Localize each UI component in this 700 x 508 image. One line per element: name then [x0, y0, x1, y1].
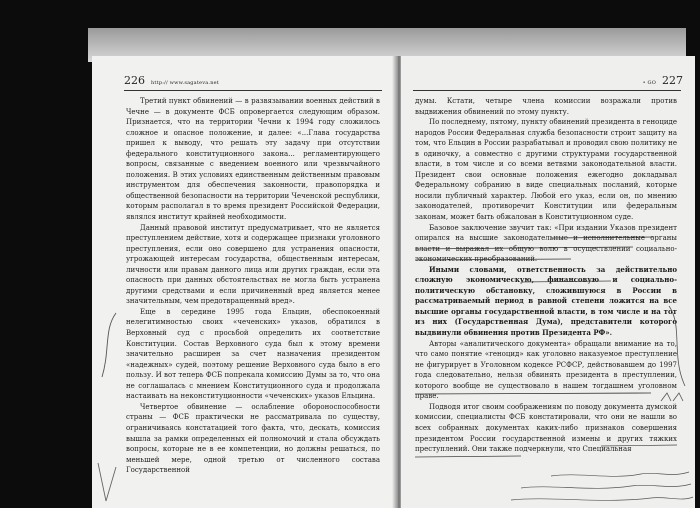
- right-paragraph-4-bold: [415, 265, 677, 339]
- right-paragraph-2: По последнему, пятому, пункту обвинений президента в геноциде народов России Федеральная служба безопасности строит защиту на том, что Ельцин в России разрабатывал и проводил свою политику не в одиночку, а совместно с другими структурами государственной власти, в том числе и со всеми ветвями законодательной власти. Президент свои основные положения ежегодно докладывал Федеральному собранию в виде специальных посланий, которые носили публичный характер. Любой его указ, если он, по мнению законодателей, противоречит Конституции или федеральным законам, может быть обжалован в Конституционном суде.: [415, 118, 677, 222]
- right-paragraph-5: Авторы «аналитического документа» обращали внимание на то, что само понятие «геноцид» как уголовно наказуемое преступление не фигурирует в Уголовном кодексе РСФСР, действовавшем до 1997 года следовательно, нельзя обвинять президента в преступлении, которого вообще не существовало в нашем тогдашнем уголовном праве.: [415, 339, 677, 401]
- right-page-text: [415, 96, 677, 508]
- left-paragraph-2: Данный правовой институт предусматривает, что не является преступлением действие, хотя и содержащее признаки уголовного преступления, если оно совершено для устранения опасности, угрожающей интересам государства, общественным интересам, личности или правам данного лица или других граждан, если эта опасность при данных обстоятельствах не могла быть устранена другими средствами и если причиненный вред является менее значительным, чем предотвращенный вред».: [126, 223, 380, 306]
- left-paragraph-4: Четвертое обвинение — ослабление обороноспособности страны — ФСБ практически не рассматривала по существу, ограничиваясь констатацией того факта, что, дескать, комиссия вышла за рамки определенных ей полномочий и стала обсуждать вопросы, которые не в ее компетенции, но должны решаться, по меньшей мере, одной третью от численного состава Государственной: [126, 402, 380, 475]
- right-paragraph-1: думы. Кстати, четыре члена комиссии возражали против выдвижения обвинений по этому пункту.: [415, 97, 677, 116]
- left-header-rule: [124, 90, 382, 91]
- left-page: [92, 56, 396, 508]
- left-running-head: [124, 74, 384, 87]
- left-paragraph-3: Еще в середине 1995 года Ельцин, обеспокоенный нелегитимностью своих «чеченских» указов, обратился в Верховный суд с просьбой определить их соответствие Конституции. Состав Верховного суда был к этому времени значительно расширен за счет назначения президентом «надежных» судей, поэтому решение Верховного суда было в его пользу. И вот теперь ФСБ попрекала комиссию Думы за то, что она не соглашалась с мнением Конституционного суда и продолжала настаивать на неконституционности «чеченских» указов Ельцина.: [126, 307, 380, 401]
- pen-margin-mark-left-1: [96, 311, 126, 381]
- left-paragraph-1: Третий пункт обвинений — в развязывании военных действий в Чечне — в документе ФСБ опровергается следующим образом. Признается, что на территории Чечни к 1994 году сложилось сложное и опасное положение, и далее: «...Глава государства пришел к выводу, что решать эту задачу при отсутствии федерального конституционного закона... регламентирующего вопросы, связанные с введением военного или чрезвычайного положения. В этих условиях единственным действенным правовым инструментом для обеспечения законности, правопорядка и общественной безопасности на территории Чеченской республики, которым располагал в то время президент Российской Федерации, являлся институт крайней необходимости.: [126, 97, 380, 222]
- right-page-number: 227: [662, 74, 683, 87]
- pen-margin-mark-left-2: [96, 461, 120, 506]
- left-page-number: 226: [124, 74, 145, 87]
- right-paragraph-3: Базовое заключение звучит так: «При издании Указов президент опирался на высшие законодательные и исполнительные органы власти и выражал их общую волю в осуществлении социально-экономических преобразований.: [415, 223, 677, 264]
- right-header-rule: [413, 90, 681, 91]
- right-paragraph-6: Подводя итог своим соображениям по поводу документа думской комиссии, специалисты ФСБ констатировали, что они не нашли во всех собранных документах каких-либо признаков совершения президентом России государственной измены и других тяжких преступлений. Они также подчеркнули, что Специальная: [415, 402, 677, 454]
- running-head-site: http:// www.sagateva.net: [151, 80, 219, 86]
- left-page-text: [126, 96, 380, 508]
- right-bold-passage: Иными словами, ответственность за действительно сложную экономическую, финансовую и социально-политическую обстановку, сложившуюся в России в рассматриваемый период в равной степени ложится на все высшие органы государственной власти, в том числе и на тот из них (Государственная Дума), представители которого выдвинули обвинения против Президента РФ».: [415, 264, 677, 338]
- right-section-mark: • GO: [642, 80, 656, 86]
- right-page: [401, 56, 695, 508]
- right-running-head: [643, 74, 683, 87]
